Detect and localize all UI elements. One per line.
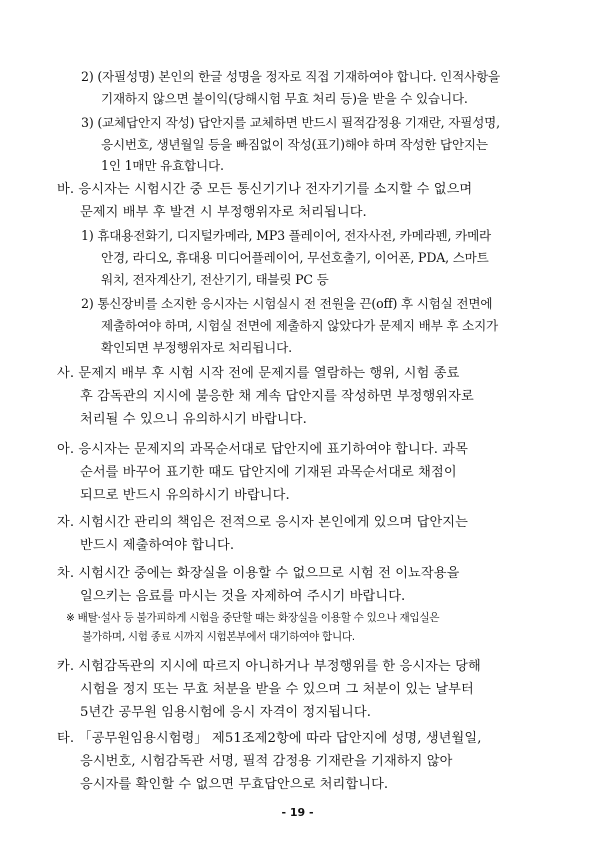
section-ja-line-2: 반드시 제출하여야 합니다.: [80, 538, 235, 553]
section-a-line-2: 순서를 바꾸어 표기한 때도 답안지에 기재된 과목순서대로 채점이: [80, 465, 457, 480]
note-line-2: 불가하며, 시험 종료 시까지 시험본부에서 대기하여야 합니다.: [82, 631, 355, 643]
section-ta-line-3: 응시자를 확인할 수 없으면 무효답안으로 처리합니다.: [80, 777, 389, 792]
section-cha-line-2: 일으키는 음료를 마시는 것을 자제하여 주시기 바랍니다.: [80, 589, 406, 604]
section-ba-line-2: 문제지 배부 후 발견 시 부정행위자로 처리됩니다.: [80, 205, 367, 220]
section-ba-item-2-line-2: 제출하여야 하며, 시험실 전면에 제출하지 않았다가 문제지 배부 후 소지가: [101, 318, 498, 333]
section-a-line-3: 되므로 반드시 유의하시기 바랍니다.: [80, 488, 290, 503]
section-ba-item-2-line-3: 확인되면 부정행위자로 처리됩니다.: [101, 340, 292, 355]
section-cha-line-1: 차. 시험시간 중에는 화장실을 이용할 수 없으므로 시험 전 이뇨작용을: [57, 566, 460, 581]
section-sa-line-3: 처리될 수 있으니 유의하시기 바랍니다.: [80, 412, 307, 427]
page-number: - 19 -: [281, 806, 314, 819]
item-3-line-1: 3) (교체답안지 작성) 답안지를 교체하면 반드시 필적감정용 기재란, 자필성명,: [81, 115, 500, 130]
section-sa-line-1: 사. 문제지 배부 후 시험 시작 전에 문제지를 열람하는 행위, 시험 종료: [57, 366, 460, 381]
section-ba-item-2-line-1: 2) 통신장비를 소지한 응시자는 시험실시 전 전원을 끈(off) 후 시험실 전면에: [81, 296, 493, 311]
item-2-line-1: 2) (자필성명) 본인의 한글 성명을 정자로 직접 기재하여야 합니다. 인적사항을: [81, 69, 500, 84]
section-ka-line-2: 시험을 정지 또는 무효 처분을 받을 수 있으며 그 처분이 있는 날부터: [80, 682, 474, 697]
section-ba-item-1-line-3: 워치, 전자계산기, 전산기기, 태블릿 PC 등: [101, 272, 329, 287]
item-3-line-3: 1인 1매만 유효합니다.: [101, 158, 224, 173]
section-ta-line-2: 응시번호, 시험감독관 서명, 필적 감정용 기재란을 기재하지 않아: [80, 754, 453, 769]
section-ba-line-1: 바. 응시자는 시험시간 중 모든 통신기기나 전자기기를 소지할 수 없으며: [57, 182, 473, 197]
item-3-line-2: 응시번호, 생년월일 등을 빠짐없이 작성(표기)해야 하며 작성한 답안지는: [101, 137, 488, 152]
section-ka-line-1: 카. 시험감독관의 지시에 따르지 아니하거나 부정행위를 한 응시자는 당해: [57, 659, 481, 674]
section-a-line-1: 아. 응시자는 문제지의 과목순서대로 답안지에 표기하여야 합니다. 과목: [57, 442, 468, 457]
section-ja-line-1: 자. 시험시간 관리의 책임은 전적으로 응시자 본인에게 있으며 답안지는: [57, 515, 468, 530]
section-ka-line-3: 5년간 공무원 임용시험에 응시 자격이 정지됩니다.: [80, 705, 372, 720]
note-line-1: ※ 배탈·설사 등 불가피하게 시험을 중단할 때는 화장실을 이용할 수 있으나 재입실은: [66, 612, 440, 624]
section-sa-line-2: 후 감독관의 지시에 불응한 채 계속 답안지를 작성하면 부정행위자로: [80, 389, 474, 404]
section-ba-item-1-line-1: 1) 휴대용전화기, 디지털카메라, MP3 플레이어, 전자사전, 카메라펜, 카메라: [81, 228, 492, 243]
item-2-line-2: 기재하지 않으면 불이익(당해시험 무효 처리 등)을 받을 수 있습니다.: [101, 91, 468, 106]
section-ba-item-1-line-2: 안경, 라디오, 휴대용 미디어플레이어, 무선호출기, 이어폰, PDA, 스마트: [101, 250, 489, 265]
section-ta-line-1: 타. 「공무원임용시험령」 제51조제2항에 따라 답안지에 성명, 생년월일,: [57, 731, 482, 746]
